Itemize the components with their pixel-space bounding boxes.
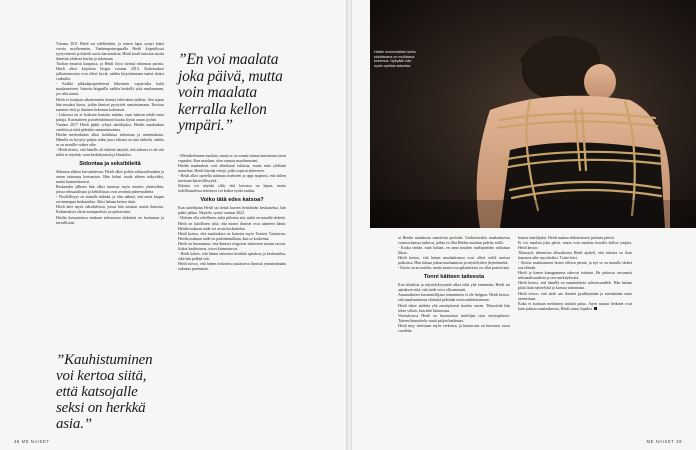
paragraph: Heidi on kiitollinen siitä, että monet ihmiset ovat tukeneet häntä. Heidin mukaan taide voi avata keskustelua. <box>178 221 286 231</box>
paragraph: Raskauden jälkeen hän alkoi tutustua myös moniin yhteisöihin, joissa seksuaalisuus ja kehollisuus ovat avoimia puheenaiheita. <box>56 185 164 195</box>
paragraph: - Kuvia on arvosteltu, mutta suurin osa palautteesta on ollut positiivista. <box>398 266 510 271</box>
page-number-right: ME NAISET 39 <box>646 439 682 444</box>
paragraph: Heidi kertoo, että hänellä on suunnitelmia tulevaisuudelle. Hän haluaa pitää lisää näyttelyitä ja kurssia sidonnasta. <box>518 281 632 291</box>
paragraph: Sidontaa alkaen kuvataiteessa, Heidi alkoi pohtia seksuaalisuuden ja oman tarinansa kertomista. Hän halusi tuoda aiheen näkyväksi, mutta kunnioittavasti. <box>56 170 164 185</box>
paragraph: Heidi ei koskaan aikaisemmin tiennyt tekevänsä taidetta. Sen sijaan hän maalasi kuvia, joihin ihmiset pystyivät samaistumaan. Kuvissa tummat värit ja ihmisen kokemus kohtaavat. <box>56 97 164 112</box>
page-number-left: 38 ME NAISET <box>14 439 50 444</box>
paragraph: Heidin mielenkiinto alkoi kohdistua sidontaan ja tuntemuksiin. Häneltä on kysytty paljon miksi juuri sidonta on niin tärkeää, vaikka se on monille vaikea aihe. <box>56 132 164 147</box>
section-heading: Tonni kätteen taiteesta <box>423 274 485 281</box>
paragraph: - Heidi alkoi opetella sidontaa itsekseen ja oppi nopeasti, että siihen tarvitaan kärsivällisyyttä. <box>178 174 286 184</box>
photo-rope-sidonta <box>370 0 696 228</box>
paragraph: Heidi kävi myös seksibileissä, joissa hän tutustui uusiin ihmisiin. Kokemukset olivat monipuolisia ja opettavaisia. <box>56 205 164 215</box>
paragraph-text: Kuka ei koskaan merkinnyt mitään palaa. Arjen mustat hetkinet ovat kuin palasia maalauksessa, Heidi sanoo lopuksi. <box>518 301 632 311</box>
paragraph: Heidi kertoo, että maalauksia on katsottu myös Teatteri Tunturissa. Heidin mukaan taide on parhaimmillaan, kun se koskettaa. <box>178 231 286 241</box>
paragraph: - Mietiskelemme maalata, mutta se on saanut minua tuntemaan itseni vapaaksi. Kun maalaan, olen omassa maailmassani. <box>178 154 286 164</box>
right-column-4 <box>518 236 632 442</box>
paragraph: Tilaustyöt tekemisen alkuaikoina Heidi ajatteli, että sidonta on liian haastava aihe myytäväksi. Toisin kävi. <box>518 251 632 261</box>
paragraph: Vuonna 2017 Heidi päätti ryhtyä taiteilijaksi. Heidin maalauksia ostettiin ja niitä pidettiin ammattimaisina. <box>56 122 164 132</box>
paragraph: Heidi on huomannut, että ihmiset reagoivat taiteeseen monin tavoin. Jotkut kauhistuvat, toiset kiinnostuvat. <box>178 241 286 251</box>
paragraph: Kun taiteilijana Heidi sai tietää kuvien herättävän keskustelua, hän päätti jatkaa. Näyttely syntyi vuonna 2022. <box>178 206 286 216</box>
paragraph: - Aloitin maalaamisen lasten ollessa pieniä, ja nyt se on minulle tärkeä osa elämää. <box>518 261 632 271</box>
paragraph: Ammatikseen kuvataiteilijana toimiminen ei ole helppoa. Heidi kertoo, että maalaamisesta elämistä pidetään usein mahdottomana. <box>398 293 510 303</box>
section-heading: Voiko tätä edes katsoa? <box>200 197 264 204</box>
photo-caption: Heidin ensimmäinen kerta sidottavana on mullistava kokemus. Nykyään hän myös opettaa sidontaa. <box>374 50 416 68</box>
paragraph: Sidonta voi näyttää siltä, että kuvassa on kipua, mutta todellisuudessa sidottava voi kokea syvää rauhaa. <box>178 184 286 194</box>
paragraph: - Halusin olla rehellinen, enkä piilottaa sitä, mikä on minulle tärkeää. <box>178 216 286 221</box>
paragraph: Verotuksessa Heidi on huomioinut taiteilijan työn erityispiirteet. Taiteen hinnoittelu vaatii paljon harkintaa. <box>398 313 510 323</box>
section-heading: Sidontaa ja seksibileitä <box>79 161 141 168</box>
paragraph: - Koska tiedän, mitä haluan, en anna muiden mielipiteiden vaikuttaa liikaa. <box>398 246 510 256</box>
paragraph: - Lukiossa tai ei koskaan katsottu mitään, vaan halusin tehdä omia juttuja. Kuvataiteen ja mielenkiintoni kautta löysin oman tyylini. <box>56 112 164 122</box>
paragraph: Heidi kertoo, että hänen maalauksensa ovat olleet esillä useissa paikoissa. Hän haluaa jatkaa maalaamista ja näyttelyiden järjestämistä. <box>398 256 510 266</box>
paragraph: Vuonna 2011 Heidi sai edelleenkin, ja toinen lapsi syntyi kaksi vuotta myöhemmin. Vanhempainvapaalla Heidi kiipeäilyssä tyytyväisenä ja kokeili uusia harrastuksia. Heidi kuuli tutustua uusiin ihmisiin yhdessä kuviin ja sidontaan. <box>56 42 164 62</box>
paragraph: Heidin kuvaustensa mukaan sidonnassa tärkeintä on luottamus ja turvallisuus. <box>56 215 164 225</box>
left-column-2 <box>178 154 286 444</box>
paragraph: Heidi toivoo, että taide saa ihmiset pysähtymään ja miettimään omia asenteitaan. <box>518 291 632 301</box>
paragraph: - Kaikki pikkulapsiperheessä liikenteen vapaa-aika kului maalaamiseen. Saatoin hiippailla vaikka keskellä yötä maalaamaan, jos siltä tuntui. <box>56 82 164 97</box>
paragraph: Heidin maalaukset ovat aiheiltaan erilaisia, mutta niitä yhdistää tunnelma. Heidi käyttää värejä, jotka sopivat aiheeseen. <box>178 164 286 174</box>
paragraph: Tuohan muuttui kaupassa, ja Heidi löysi itsensä sidonnan parista. Heidi alkoi kirjoittaa blogia vuonna 2014. Kokemukset julkaisemisesta ovat olleet hyviä, vaikka kirjoittaminen tuntui aluksi vaikealta. <box>56 62 164 82</box>
pull-quote-top: ”En voi maalata joka päivä, mutta voin maalata kerralla kellon ympäri.” <box>178 51 283 134</box>
paragraph: - Heidi kokee, että hänen taiteensa herättää ajatuksia ja keskustelua, eikä hän pelkää sitä. <box>178 251 286 261</box>
pull-quote-bottom: ”Kauhistuminen voi kertoa siitä, että katsojalle seksi on herkkä asia.” <box>56 352 153 432</box>
page-gutter <box>346 0 352 450</box>
end-mark-icon <box>594 307 597 310</box>
paragraph: Ei voi maalata joka päivä, mutta voin maalata kerralla kellon ympäri, Heidi kertoo. <box>518 241 632 251</box>
photo-illustration <box>370 0 696 228</box>
paragraph: Heidi myy teoksiaan myös verkossa, ja kiinnostus on kasvanut vuosi vuodelta. <box>398 323 510 333</box>
paragraph: kasten taiteilijaksi. Heidi maalaa ehdottomasti parhaita päiviä. <box>518 236 615 240</box>
paragraph: - Yksilöllisyys on minulle tärkeää, ja olen nähnyt, että moni kaipaa avoimempaa keskustelua. Siksi haluan kertoa tästä. <box>56 195 164 205</box>
paragraph: Kun tilauksia ja näyttelykysyntää alkoi tulla yhä enemmän, Heidi sai ajatuksen siitä, että taide voisi olla ammatti. <box>398 283 510 293</box>
paragraph: Heidi toivoo, että hänen teoksensa auttaisivat ihmisiä ymmärtämään sidontaa paremmin. <box>178 261 286 271</box>
paragraph: - Heidi kertoo, että hänelle oli tärkeää näyttää, että sidonta ei ole sitä miltä se näyttää, vaan keskittymistä ja läsnäoloa. <box>56 147 164 158</box>
paragraph-final <box>518 302 632 312</box>
right-column-3 <box>398 236 510 442</box>
paragraph: Heidi tekee taidetta yhä ensisijaisesti itseään varten. Tilaustöitä hän tekee silloin, kun aihe kiinnostaa. <box>398 303 510 313</box>
paragraph: Heidi ja hänen kumppaninsa tukevat toisiaan. He puhuvat avoimesti seksuaalisuudesta ja sen merkityksestä. <box>518 271 632 281</box>
paragraph: ai Heidin maalausta saatoittiin porbolat. Uudenvuoden maalauksessa vaimon kanssa tutkivat, joihin ei ollut Heidin maalaus pidetty esillä. <box>398 236 510 246</box>
